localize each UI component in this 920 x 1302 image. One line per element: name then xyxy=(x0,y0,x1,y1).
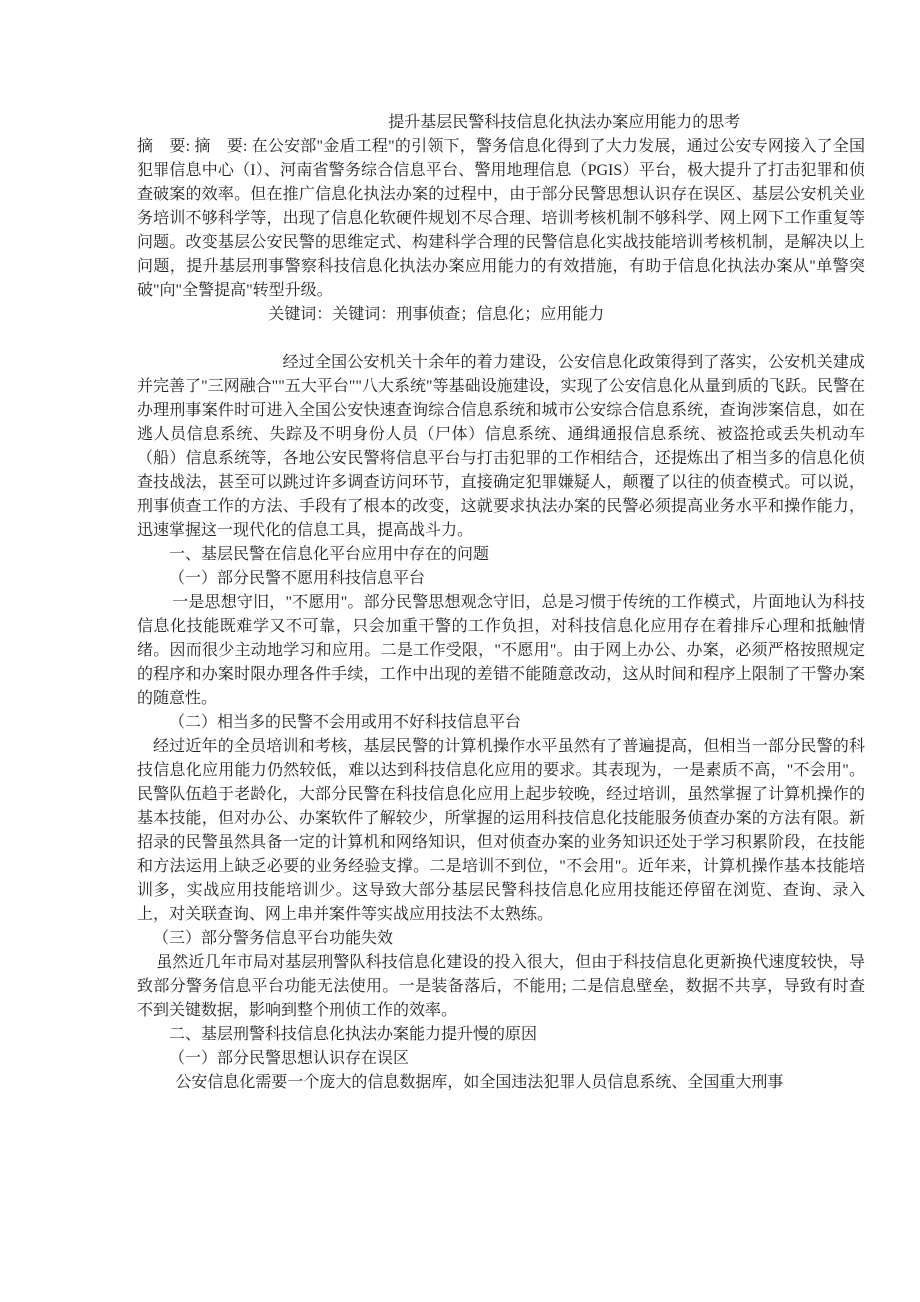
doc-title: 提升基层民警科技信息化执法办案应用能力的思考 xyxy=(388,114,741,131)
section-heading: 一、基层民警在信息化平台应用中存在的问题 xyxy=(169,546,490,563)
body-paragraph: 一是思想守旧，"不愿用"。部分民警思想观念守旧，总是习惯于传统的工作模式，片面地认为科技信息化技能既难学又不可靠，只会加重干警的工作负担，对科技信息化应用存在着排斥心理和抵触情绪。因而很少主动地学习和应用。二是工作受限，"不愿用"。由于网上办公、办案，必须严格按照规定的程序和办案时限办理各件手续，工作中出现的差错不能随意改动，这从时间和程序上限制了干警办案的随意性。 xyxy=(137,594,865,707)
body-paragraph: 公安信息化需要一个庞大的信息数据库，如全国违法犯罪人员信息系统、全国重大刑事 xyxy=(175,1074,784,1091)
keywords-line: 关键词：关键词：刑事侦查；信息化；应用能力 xyxy=(268,306,605,323)
body-paragraph: 经过近年的全员培训和考核，基层民警的计算机操作水平虽然有了普遍提高，但相当一部分民警的科技信息化应用能力仍然较低，难以达到科技信息化应用的要求。其表现为，一是素质不高，"不会用"。民警队伍趋于老龄化，大部分民警在科技信息化应用上起步较晚，经过培训，虽然掌握了计算机操作的基本技能，但对办公、办案软件了解较少，所掌握的运用科技信息化技能服务侦查办案的方法有限。新招录的民警虽然具备一定的计算机和网络知识，但对侦查办案的业务知识还处于学习积累阶段，在技能和方法运用上缺乏必要的业务经验支撑。二是培训不到位，"不会用"。近年来，计算机操作基本技能培训多，实战应用技能培训少。这导致大部分基层民警科技信息化应用技能还停留在浏览、查询、录入上，对关联查询、网上串并案件等实战应用技法不太熟练。 xyxy=(137,738,865,923)
sub-heading: （二）相当多的民警不会用或用不好科技信息平台 xyxy=(169,714,522,731)
document-body xyxy=(137,111,865,1095)
abstract-paragraph: 摘 要: 摘 要: 在公安部"金盾工程"的引领下，警务信息化得到了大力发展，通过公安专网接入了全国犯罪信息中心（I）、河南省警务综合信息平台、警用地理信息（PGIS）平台，极大提升了打击犯罪和侦查破案的效率。但在推广信息化执法办案的过程中，由于部分民警思想认识存在误区、基层公安机关业务培训不够科学等，出现了信息化软硬件规划不尽合理、培训考核机制不够科学、网上网下工作重复等问题。改变基层公安民警的思维定式、构建科学合理的民警信息化实战技能培训考核机制，是解决以上问题，提升基层刑事警察科技信息化执法办案应用能力的有效措施，有助于信息化执法办案从"单警突破"向"全警提高"转型升级。 xyxy=(137,138,865,299)
section-heading: 二、基层刑警科技信息化执法办案能力提升慢的原因 xyxy=(169,1026,538,1043)
body-paragraph: 虽然近几年市局对基层刑警队科技信息化建设的投入很大，但由于科技信息化更新换代速度较快，导致部分警务信息平台功能无法使用。一是装备落后，不能用; 二是信息壁垒，数据不共享，导致有时查不到关键数据，影响到整个刑侦工作的效率。 xyxy=(137,954,865,1019)
body-paragraph: 经过全国公安机关十余年的着力建设，公安信息化政策得到了落实，公安机关建成并完善了"三网融合""五大平台""八大系统"等基础设施建设，实现了公安信息化从量到质的飞跃。民警在办理刑事案件时可进入全国公安快速查询综合信息系统和城市公安综合信息系统，查询涉案信息，如在逃人员信息系统、失踪及不明身份人员（尸体）信息系统、通缉通报信息系统、被盗抢或丢失机动车（船）信息系统等，各地公安民警将信息平台与打击犯罪的工作相结合，还提炼出了相当多的信息化侦查技战法，甚至可以跳过许多调查访问环节，直接确定犯罪嫌疑人，颠覆了以往的侦查模式。可以说，刑事侦查工作的方法、手段有了根本的改变，这就要求执法办案的民警必须提高业务水平和操作能力，迅速掌握这一现代化的信息工具，提高战斗力。 xyxy=(137,354,865,539)
sub-heading: （一）部分民警不愿用科技信息平台 xyxy=(169,570,426,587)
sub-heading: （三）部分警务信息平台功能失效 xyxy=(153,930,394,947)
sub-heading: （一）部分民警思想认识存在误区 xyxy=(169,1050,410,1067)
blank-line xyxy=(137,327,865,351)
